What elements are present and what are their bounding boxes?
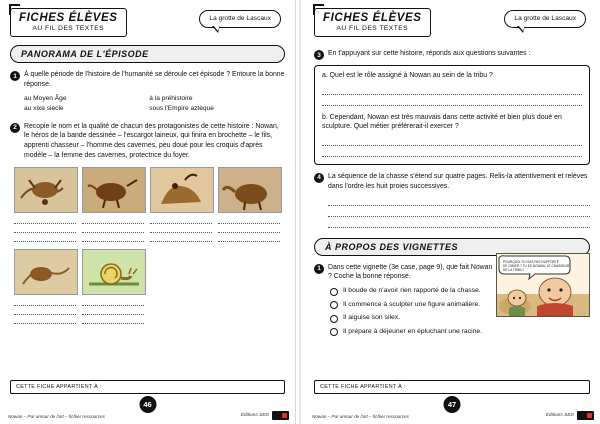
thumbnail-cell-4: [218, 167, 280, 243]
page-number-left: 46: [139, 396, 156, 413]
option-xixe-siecle[interactable]: au xixe siècle: [24, 104, 64, 112]
question-2-text: Recopie le nom et la qualité de chacun des protagonistes de cette histoire : Nowan, le héros de la bande dessinée – l'escargot laineux, qui finira en brochette – le fils, apprenti chasseur – l'homme des cavernes, peu doué pour les croquis d'après modèle – la femme des cavernes, protectrice du foyer.: [24, 122, 279, 159]
answer-line[interactable]: [218, 216, 280, 224]
choice-label-3: Il aiguise son silex.: [343, 314, 401, 322]
thumbnail-cell-1: [14, 167, 76, 243]
svg-text:DE GIBIER ? TU ES NOWAN, LE CH: DE GIBIER ? TU ES NOWAN, LE CHASSEUR: [503, 264, 570, 268]
page-right: [304, 0, 600, 424]
answer-line[interactable]: [82, 225, 144, 233]
answer-line[interactable]: [82, 216, 144, 224]
header-title-box-right: [314, 8, 431, 37]
question-3b-lines: [322, 136, 582, 157]
answer-line[interactable]: [150, 225, 212, 233]
thumb-cave-painting-3: [150, 167, 214, 213]
answer-line[interactable]: [328, 218, 590, 228]
option-empire-azteque[interactable]: sous l'Empire aztèque: [149, 104, 214, 112]
choice-label-2: Il commence à sculpter une figure animalière.: [343, 300, 481, 308]
spread-gutter: [299, 0, 301, 424]
thumb-snail-6: [82, 249, 146, 295]
answer-line[interactable]: [322, 147, 582, 157]
answer-line[interactable]: [14, 225, 76, 233]
radio-icon[interactable]: [330, 288, 338, 296]
svg-text:DE LA TRIBU !: DE LA TRIBU !: [503, 268, 525, 272]
speech-bubble-topic-right: La grotte de Lascaux: [504, 10, 586, 28]
answer-line[interactable]: [150, 234, 212, 242]
answer-lines-5: [14, 298, 76, 324]
question-3-text: En t'appuyant sur cette histoire, réponds aux questions suivantes :: [328, 50, 531, 57]
answer-line[interactable]: [150, 216, 212, 224]
question-5-text: Dans cette vignette (3e case, page 9), que fait Nowan ? Coche la bonne réponse.: [328, 263, 493, 281]
answer-line[interactable]: [82, 298, 144, 306]
option-prehistoire[interactable]: à la préhistoire: [149, 94, 193, 102]
question-3b-text: b. Cependant, Nowan est très mauvais dans cette activité et bien plus doué en sculpture. Quel métier préférerait-il exercer ?: [322, 113, 562, 131]
question-3-answer-box: [314, 65, 590, 165]
thumbnail-row-2: [14, 249, 285, 325]
choice-label-1: Il boude de n'avoir rien rapporté de la chasse.: [343, 287, 481, 295]
thumbnail-cell-3: [150, 167, 212, 243]
answer-line[interactable]: [322, 85, 582, 95]
question-3-number: 3: [314, 50, 324, 60]
page-header-left: [10, 8, 285, 37]
header-title-box: [10, 8, 127, 37]
answer-line[interactable]: [218, 234, 280, 242]
corner-mark-icon: [9, 4, 20, 15]
section-banner-panorama: PANORAMA DE L'ÉPISODE: [10, 45, 285, 63]
answer-line[interactable]: [328, 207, 590, 217]
answer-line[interactable]: [82, 307, 144, 315]
question-2: [10, 122, 285, 161]
page-left: [0, 0, 296, 424]
thumb-cave-painting-2: [82, 167, 146, 213]
answer-line[interactable]: [14, 234, 76, 242]
answer-line[interactable]: [82, 234, 144, 242]
speech-bubble-topic: La grotte de Lascaux: [199, 10, 281, 28]
answer-line[interactable]: [218, 225, 280, 233]
section-banner-vignettes: À PROPOS DES VIGNETTES: [314, 238, 590, 256]
answer-line[interactable]: [322, 96, 582, 106]
header-subtitle-right: AU FIL DES TEXTES: [336, 25, 409, 32]
answer-line[interactable]: [328, 196, 590, 206]
question-1-number: 1: [10, 71, 20, 81]
question-1: [10, 70, 285, 90]
question-3a-text: a. Quel est le rôle assigné à Nowan au sein de la tribu ?: [322, 72, 493, 79]
answer-lines-4: [218, 216, 280, 242]
header-subtitle: AU FIL DES TEXTES: [32, 25, 105, 32]
question-1-options: [24, 95, 285, 115]
question-1-options-right: [149, 95, 274, 115]
question-3: [314, 49, 590, 60]
question-4: [314, 172, 590, 192]
publisher-logo-left: [272, 411, 289, 420]
corner-mark-icon: [313, 4, 324, 15]
footer-left: [10, 380, 285, 394]
answer-line[interactable]: [14, 216, 76, 224]
question-2-number: 2: [10, 123, 20, 133]
svg-text:POURQUOI TU N'AS PAS RAPPORTÉ: POURQUOI TU N'AS PAS RAPPORTÉ: [503, 260, 559, 264]
publisher-right: Éditions SED: [545, 413, 574, 418]
page-header-right: [314, 8, 590, 37]
answer-line[interactable]: [14, 298, 76, 306]
question-4-number: 4: [314, 173, 324, 183]
answer-line[interactable]: [82, 316, 144, 324]
thumb-cave-painting-5: [14, 249, 78, 295]
radio-icon[interactable]: [330, 328, 338, 336]
question-5-number: 1: [314, 264, 324, 274]
choice-item-4[interactable]: [330, 327, 590, 337]
question-3a-lines: [322, 85, 582, 106]
footer-right: [314, 380, 590, 394]
question-1-options-left: [24, 95, 149, 115]
radio-icon[interactable]: [330, 315, 338, 323]
thumb-cave-painting-1: [14, 167, 78, 213]
question-4-lines: [328, 196, 590, 228]
owner-field-left[interactable]: CETTE FICHE APPARTIENT À :: [10, 380, 285, 394]
answer-line[interactable]: [322, 136, 582, 146]
radio-icon[interactable]: [330, 301, 338, 309]
credit-left: Nowan – Par amour de l'art – fichier ressources: [8, 414, 105, 419]
thumb-cave-painting-4: [218, 167, 282, 213]
publisher-left: Éditions SED: [240, 413, 269, 418]
header-title: FICHES ÉLÈVES: [19, 12, 118, 24]
choice-label-4: Il prépare à déjeuner en épluchant une racine.: [343, 327, 483, 335]
question-4-text: La séquence de la chasse s'étend sur quatre pages. Relis-la attentivement et relèves dans l'ordre les huit proies successives.: [328, 172, 588, 190]
question-1-text: À quelle période de l'histoire de l'humanité se déroule cet épisode ? Entoure la bonne réponse.: [24, 71, 285, 88]
thumbnail-cell-6: [82, 249, 144, 325]
answer-lines-1: [14, 216, 76, 242]
answer-line[interactable]: [14, 316, 76, 324]
header-title-right: FICHES ÉLÈVES: [323, 12, 422, 24]
owner-field-right[interactable]: CETTE FICHE APPARTIENT À :: [314, 380, 590, 394]
comic-vignette-image: [496, 253, 590, 317]
thumbnail-row-1: [14, 167, 285, 243]
credit-right: Nowan – Par amour de l'art – fichier ressources: [312, 414, 409, 419]
publisher-logo-right: [577, 411, 594, 420]
answer-lines-6: [82, 298, 144, 324]
answer-line[interactable]: [14, 307, 76, 315]
thumbnail-cell-5: [14, 249, 76, 325]
thumbnail-cell-2: [82, 167, 144, 243]
option-moyen-age[interactable]: au Moyen Âge: [24, 94, 67, 102]
answer-lines-3: [150, 216, 212, 242]
page-number-right: 47: [444, 396, 461, 413]
answer-lines-2: [82, 216, 144, 242]
